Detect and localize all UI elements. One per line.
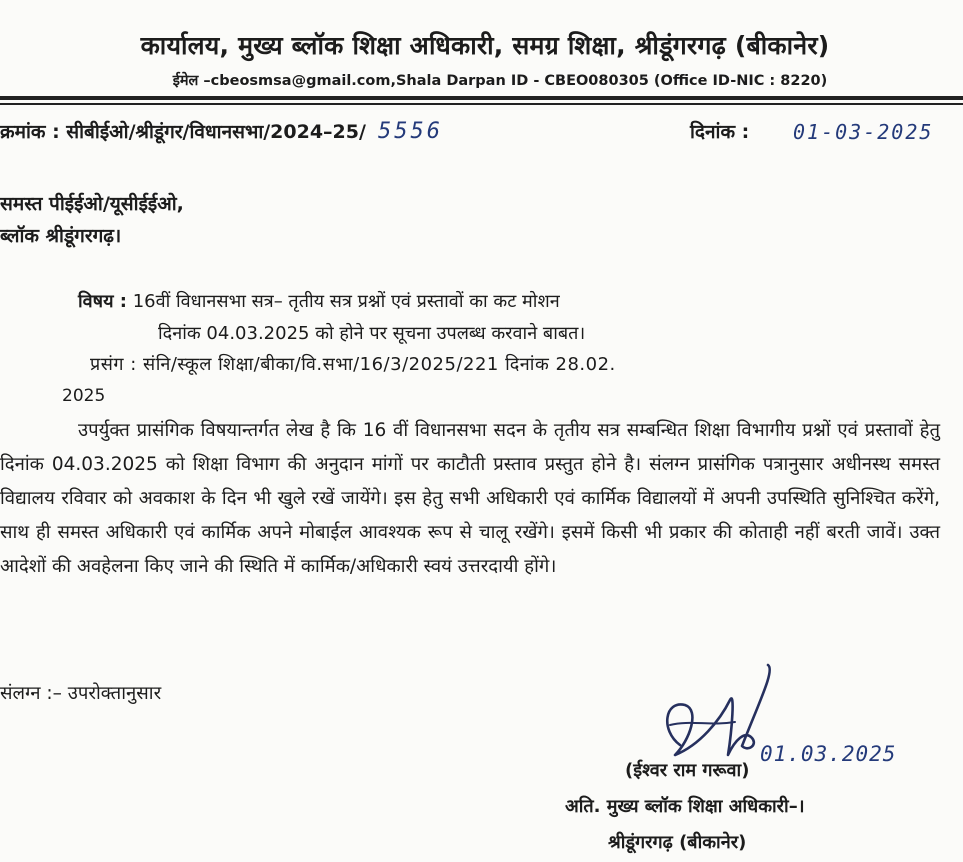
header-divider-thick xyxy=(0,96,963,100)
signer-office-place: श्रीडूंगरगढ़ (बीकानेर) xyxy=(608,832,747,853)
addressee-line-2: ब्लॉक श्रीडूंगरगढ़। xyxy=(0,225,122,247)
email-line: ईमेल –cbeosmsa@gmail.com,Shala Darpan ID - CBEO080305 (Office ID-NIC : 8220) xyxy=(172,73,828,89)
prasang-year: 2025 xyxy=(62,386,106,406)
date-label: दिनांक : xyxy=(690,121,750,143)
signer-designation: अति. मुख्य ब्लॉक शिक्षा अधिकारी–। xyxy=(565,796,805,817)
subject-line-2: दिनांक 04.03.2025 को होने पर सूचना उपलब्ध करवाने बाबत। xyxy=(158,323,586,344)
subject xyxy=(78,286,585,350)
reference-number-line xyxy=(0,118,443,144)
addressee xyxy=(0,188,184,252)
body-paragraph xyxy=(0,414,940,584)
addressee-line-1: समस्त पीईईओ/यूसीईईओ, xyxy=(0,193,184,215)
subject-line-1: 16वीं विधानसभा सत्र– तृतीय सत्र प्रश्नों एवं प्रस्तावों का कट मोशन xyxy=(132,291,560,312)
signature-date: 01.03.2025 xyxy=(760,742,897,766)
enclosure-note: संलग्न :– उपरोक्तानुसार xyxy=(0,683,162,704)
body-text: उपर्युक्त प्रासंगिक विषयान्तर्गत लेख है कि 16 वीं विधानसभा सदन के तृतीय सत्र सम्बन्धित शिक्षा विभागीय प्रश्नों एवं प्रस्तावों हेतु दिनांक 04.03.2025 को शिक्षा विभाग की अनुदान मांगों पर काटौती प्रस्ताव प्रस्तुत होने है। संलग्न प्रासंगिक पत्रानुसार अधीनस्थ समस्त विद्यालय रविवार को अवकाश के दिन भी खुले रखें जायेंगे। इस हेतु सभी अधिकारी एवं कार्मिक विद्यालयों में अपनी उपस्थिति सुनिश्चित करेंगे, साथ ही समस्त अधिकारी एवं कार्मिक अपने मोबाईल आवश्यक रूप से चालू रखेंगे। इसमें किसी भी प्रकार की कोताही नहीं बरती जावें। उक्त आदेशों की अवहेलना किए जाने की स्थिति में कार्मिक/अधिकारी स्वयं उत्तरदायी होंगे। xyxy=(0,420,940,577)
header-divider-thin xyxy=(0,103,963,105)
subject-label: विषय : xyxy=(78,291,127,312)
kramank-label: क्रमांक : सीबीईओ/श्रीडूंगर/विधानसभा/2024–25/ xyxy=(0,121,366,143)
date-value: 01-03-2025 xyxy=(793,120,934,144)
office-title: कार्यालय, मुख्य ब्लॉक शिक्षा अधिकारी, समग्र शिक्षा, श्रीडूंगरगढ़ (बीकानेर) xyxy=(140,31,830,60)
prasang-reference: प्रसंग : संनि/स्कूल शिक्षा/बीका/वि.सभा/16/3/2025/221 दिनांक 28.02. xyxy=(90,354,616,375)
signer-name: (ईश्वर राम गरूवा) xyxy=(625,760,750,781)
kramank-number: 5556 xyxy=(377,119,443,144)
